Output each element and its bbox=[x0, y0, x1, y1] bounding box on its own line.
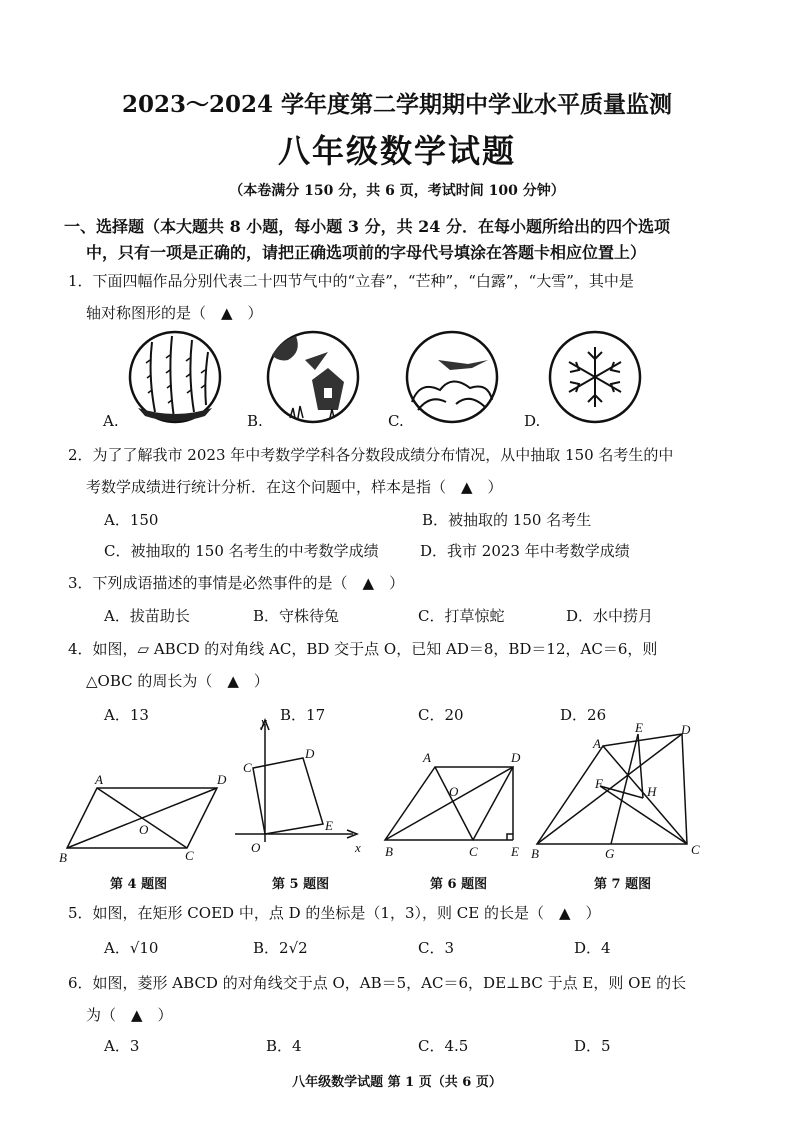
q1-figure-d-snowflake bbox=[550, 332, 640, 422]
q6-line1: 6．如图，菱形 ABCD 的对角线交于点 O，AB＝5，AC＝6，DE⊥BC 于点 E，则 OE 的长 bbox=[68, 974, 687, 992]
fig7-label-a: A bbox=[593, 736, 601, 751]
q6-option-b: B．4 bbox=[266, 1037, 302, 1055]
figure-7-quadrilateral bbox=[537, 734, 687, 844]
q2-line1: 2．为了了解我市 2023 年中考数学学科各分数段成绩分布情况，从中抽取 150 名考生的中 bbox=[68, 446, 674, 464]
fig6-label-c: C bbox=[469, 844, 478, 859]
section1-title: 一、选择题 bbox=[64, 217, 145, 236]
fig4-label-c: C bbox=[185, 848, 194, 863]
q1-option-a: A. bbox=[103, 412, 119, 430]
fig4-label-d: D bbox=[217, 772, 227, 787]
q1-option-d: D. bbox=[524, 412, 541, 430]
q4-line1: 4．如图，▱ ABCD 的对角线 AC，BD 交于点 O，已知 AD＝8，BD＝12，AC＝6，则 bbox=[68, 640, 658, 658]
figure-6-caption: 第 6 题图 bbox=[430, 877, 488, 892]
q2-option-c: C．被抽取的 150 名考生的中考数学成绩 bbox=[104, 542, 379, 560]
q3-option-d: D．水中捞月 bbox=[566, 607, 654, 625]
q6-option-a: A．3 bbox=[104, 1037, 140, 1055]
fig6-label-o: O bbox=[449, 784, 459, 799]
q4-option-b: B．17 bbox=[280, 706, 326, 724]
q4-option-a: A．13 bbox=[104, 706, 149, 724]
figure-5-caption: 第 5 题图 bbox=[272, 877, 330, 892]
figures-row bbox=[55, 712, 745, 872]
q5-option-b: B．2√2 bbox=[253, 939, 308, 957]
page-footer: 八年级数学试题 第 1 页（共 6 页） bbox=[292, 1075, 502, 1090]
fig4-label-b: B bbox=[59, 850, 67, 865]
exam-subtitle: （本卷满分 150 分，共 6 页，考试时间 100 分钟） bbox=[229, 183, 565, 199]
q3-line1: 3．下列成语描述的事情是必然事件的是（ ▲ ） bbox=[68, 574, 405, 592]
q5-option-d: D．4 bbox=[574, 939, 611, 957]
q4-line2: △OBC 的周长为（ ▲ ） bbox=[86, 672, 269, 690]
figure-7-caption: 第 7 题图 bbox=[594, 877, 652, 892]
q6-line2: 为（ ▲ ） bbox=[86, 1006, 173, 1024]
fig4-label-a: A bbox=[95, 772, 103, 787]
section1-desc-2: 中，只有一项是正确的，请把正确选项前的字母代号填涂在答题卡相应位置上） bbox=[86, 243, 647, 262]
q6-option-d: D．5 bbox=[574, 1037, 611, 1055]
exam-title-line2: 八年级数学试题 bbox=[277, 132, 516, 170]
fig6-label-b: B bbox=[385, 844, 393, 859]
q2-option-b: B．被抽取的 150 名考生 bbox=[422, 511, 592, 529]
figure-6-rhombus bbox=[385, 767, 513, 840]
fig6-label-d: D bbox=[511, 750, 521, 765]
q2-option-a: A．150 bbox=[104, 511, 159, 529]
q1-option-c: C. bbox=[388, 412, 404, 430]
q5-option-a: A．√10 bbox=[104, 939, 159, 957]
q2-line2: 考数学成绩进行统计分析．在这个问题中，样本是指（ ▲ ） bbox=[86, 478, 503, 496]
fig4-label-o: O bbox=[139, 822, 149, 837]
q4-option-c: C．20 bbox=[418, 706, 464, 724]
q1-figure-b-grain bbox=[268, 332, 358, 422]
q2-option-d: D．我市 2023 年中考数学成绩 bbox=[420, 542, 630, 560]
fig7-label-h: H bbox=[647, 784, 657, 799]
fig5-label-d: D bbox=[305, 746, 315, 761]
fig6-label-a: A bbox=[423, 750, 431, 765]
q5-option-c: C．3 bbox=[418, 939, 455, 957]
q1-option-b: B. bbox=[247, 412, 263, 430]
section1-desc-1: （本大题共 8 小题，每小题 3 分，共 24 分．在每小题所给出的四个选项 bbox=[144, 217, 670, 236]
q3-option-c: C．打草惊蛇 bbox=[418, 607, 505, 625]
fig7-label-f: F bbox=[595, 776, 603, 791]
fig5-label-x: x bbox=[355, 840, 361, 855]
fig7-label-b: B bbox=[531, 846, 539, 861]
fig5-label-o: O bbox=[251, 840, 261, 855]
q3-option-b: B．守株待兔 bbox=[253, 607, 340, 625]
fig5-label-e: E bbox=[325, 818, 333, 833]
q1-figure-c-bird bbox=[407, 332, 497, 422]
q5-line1: 5．如图，在矩形 COED 中，点 D 的坐标是（1，3），则 CE 的长是（ ▲ ） bbox=[68, 904, 601, 922]
q1-figures bbox=[100, 330, 660, 435]
fig7-label-d: D bbox=[681, 722, 691, 737]
fig5-label-y: y bbox=[261, 714, 267, 729]
figure-4-caption: 第 4 题图 bbox=[110, 877, 168, 892]
fig7-label-c: C bbox=[691, 842, 700, 857]
fig7-label-g: G bbox=[605, 846, 615, 861]
q3-option-a: A．拔苗助长 bbox=[104, 607, 190, 625]
q1-line1: 1．下面四幅作品分别代表二十四节气中的“立春”，“芒种”，“白露”，“大雪”，其中是 bbox=[68, 272, 634, 290]
figure-5-rectangle bbox=[235, 720, 357, 842]
figure-4-parallelogram bbox=[67, 788, 217, 848]
section1-heading bbox=[64, 214, 670, 237]
exam-title-line1: 2023～2024 学年度第二学期期中学业水平质量监测 bbox=[121, 91, 673, 118]
fig5-label-c: C bbox=[243, 760, 252, 775]
q4-option-d: D．26 bbox=[560, 706, 607, 724]
fig6-label-e: E bbox=[511, 844, 519, 859]
fig7-label-e: E bbox=[635, 720, 643, 735]
q1-figure-a-willow bbox=[130, 332, 220, 422]
q6-option-c: C．4.5 bbox=[418, 1037, 469, 1055]
q1-line2: 轴对称图形的是（ ▲ ） bbox=[86, 304, 263, 322]
